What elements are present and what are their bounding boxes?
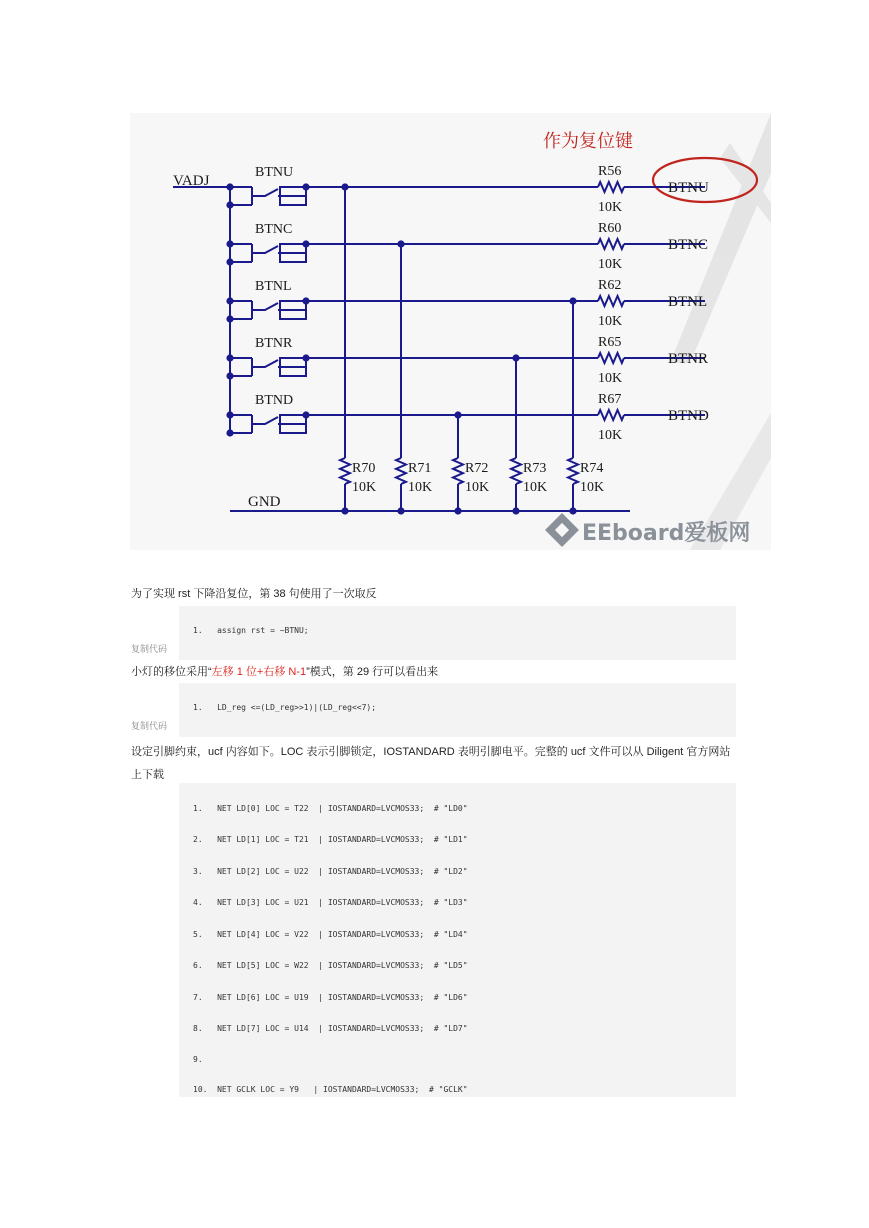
pulldown-resistor-value: 10K: [523, 480, 548, 495]
paragraph-reset: 为了实现 rst 下降沿复位，第 38 句使用了一次取反: [131, 588, 377, 600]
series-resistor-ref: R67: [598, 392, 622, 407]
button-label-btnr: BTNR: [255, 336, 293, 351]
switch-contact: [252, 246, 278, 253]
pulldown-resistor-ref: R72: [465, 461, 489, 476]
series-resistor: [598, 239, 624, 249]
junction-dot: [226, 201, 233, 208]
code-line: 10. NET GCLK LOC = Y9 | IOSTANDARD=LVCMOS33; # "GCLK": [193, 1085, 468, 1094]
net-label-btnl: BTNL: [668, 294, 708, 310]
series-resistor-ref: R60: [598, 221, 622, 236]
net-label-btnd: BTND: [668, 408, 709, 424]
button-schematic: [130, 113, 771, 550]
junction-dot: [226, 240, 233, 247]
pulldown-resistor: [340, 458, 350, 484]
junction-dot: [226, 183, 233, 190]
code-line: 2. NET LD[1] LOC = T21 | IOSTANDARD=LVCMOS33; # "LD1": [193, 835, 468, 844]
para2-highlight: 左移 1 位+右移 N-1: [211, 666, 307, 678]
reset-annotation: 作为复位键: [543, 131, 633, 152]
switch-contact: [252, 417, 278, 424]
junction-dot: [226, 354, 233, 361]
pulldown-resistor: [511, 458, 521, 484]
series-resistor-value: 10K: [598, 371, 623, 386]
code-line: 1. LD_reg <=(LD_reg>>1)|(LD_reg<<7);: [193, 703, 377, 712]
button-label-btnc: BTNC: [255, 222, 293, 237]
junction-dot: [226, 315, 233, 322]
code-line: 1. assign rst = ~BTNU;: [193, 626, 309, 635]
code-line: 1. NET LD[0] LOC = T22 | IOSTANDARD=LVCMOS33; # "LD0": [193, 804, 468, 813]
button-label-btnu: BTNU: [255, 165, 294, 180]
pulldown-resistor-ref: R71: [408, 461, 432, 476]
junction-dot: [226, 372, 233, 379]
gnd-label: GND: [248, 494, 281, 510]
button-label-btnl: BTNL: [255, 279, 292, 294]
pulldown-resistor: [396, 458, 406, 484]
code-line: 6. NET LD[5] LOC = W22 | IOSTANDARD=LVCMOS33; # "LD5": [193, 961, 468, 970]
vadj-label: VADJ: [173, 173, 210, 189]
copy-code-link-1[interactable]: 复制代码: [131, 644, 168, 654]
code-block-ucf: [179, 783, 736, 1097]
net-label-btnr: BTNR: [668, 351, 709, 367]
pulldown-resistor: [568, 458, 578, 484]
pulldown-resistor-ref: R74: [580, 461, 604, 476]
series-resistor-value: 10K: [598, 428, 623, 443]
code-line: 7. NET LD[6] LOC = U19 | IOSTANDARD=LVCMOS33; # "LD6": [193, 993, 468, 1002]
pulldown-resistor-ref: R70: [352, 461, 376, 476]
code-line: 4. NET LD[3] LOC = U21 | IOSTANDARD=LVCMOS33; # "LD3": [193, 898, 468, 907]
pulldown-resistor: [453, 458, 463, 484]
series-resistor: [598, 410, 624, 420]
schematic-figure: [130, 113, 771, 550]
code-line: 3. NET LD[2] LOC = U22 | IOSTANDARD=LVCMOS33; # "LD2": [193, 867, 468, 876]
code-line: 9.: [193, 1055, 203, 1064]
pulldown-resistor-ref: R73: [523, 461, 547, 476]
pulldown-resistor-value: 10K: [465, 480, 490, 495]
code-line: 5. NET LD[4] LOC = V22 | IOSTANDARD=LVCMOS33; # "LD4": [193, 930, 468, 939]
code-block-1: [179, 606, 736, 660]
logo-text: EEboard爱板网: [582, 521, 751, 546]
series-resistor-ref: R65: [598, 335, 622, 350]
paragraph-shift: [131, 664, 438, 680]
junction-dot: [226, 258, 233, 265]
para2-after: ”模式，第 29 行可以看出来: [306, 666, 439, 678]
series-resistor-value: 10K: [598, 200, 623, 215]
switch-contact: [252, 189, 278, 196]
net-label-btnc: BTNC: [668, 237, 709, 253]
code-line: 8. NET LD[7] LOC = U14 | IOSTANDARD=LVCMOS33; # "LD7": [193, 1024, 468, 1033]
code-block-2: [179, 683, 736, 737]
series-resistor-ref: R62: [598, 278, 622, 293]
junction-dot: [226, 411, 233, 418]
series-resistor: [598, 182, 624, 192]
net-label-btnu: BTNU: [668, 180, 709, 196]
series-resistor-value: 10K: [598, 314, 623, 329]
copy-code-link-2[interactable]: 复制代码: [131, 721, 168, 731]
button-label-btnd: BTND: [255, 393, 294, 408]
junction-dot: [226, 429, 233, 436]
switch-contact: [252, 360, 278, 367]
series-resistor-value: 10K: [598, 257, 623, 272]
para2-before: 小灯的移位采用“: [131, 666, 212, 678]
paragraph-ucf: 设定引脚约束，ucf 内容如下。LOC 表示引脚锁定，IOSTANDARD 表明引脚电平。完整的 ucf 文件可以从 Diligent 官方网站上下载: [131, 746, 731, 781]
pulldown-resistor-value: 10K: [408, 480, 433, 495]
pulldown-resistor-value: 10K: [580, 480, 605, 495]
series-resistor: [598, 353, 624, 363]
series-resistor-ref: R56: [598, 164, 622, 179]
series-resistor: [598, 296, 624, 306]
pulldown-resistor-value: 10K: [352, 480, 377, 495]
junction-dot: [226, 297, 233, 304]
switch-contact: [252, 303, 278, 310]
